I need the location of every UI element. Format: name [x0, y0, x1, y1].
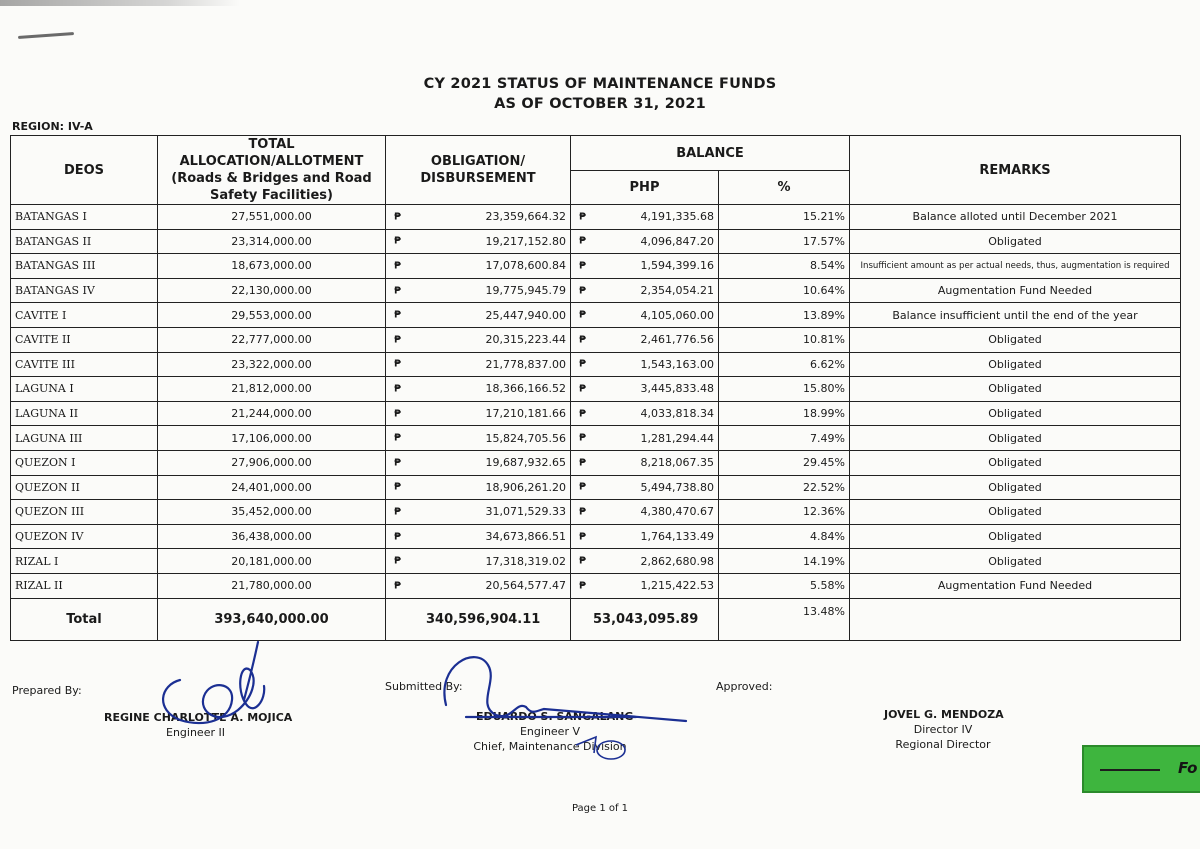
approved-title: Director IV: [913, 723, 973, 736]
cell-balance: [571, 475, 719, 500]
header-allocation-line1: TOTAL: [248, 137, 295, 152]
header-obligation-line1: OBLIGATION/: [430, 154, 526, 169]
cell-remarks: Obligated: [850, 229, 1181, 254]
cell-allocation: 18,673,000.00: [158, 254, 386, 279]
cell-allocation: 24,401,000.00: [158, 475, 386, 500]
cell-allocation: 23,322,000.00: [158, 352, 386, 377]
header-allocation: [158, 136, 386, 205]
cell-balance: [571, 205, 719, 230]
table-header-row: [11, 136, 1181, 171]
cell-remarks: Obligated: [850, 327, 1181, 352]
header-deos: DEOS: [11, 136, 158, 205]
table-row: [11, 352, 1181, 377]
cell-balance-value: 1,594,399.16: [640, 259, 714, 273]
cell-remarks: Augmentation Fund Needed: [850, 278, 1181, 303]
peso-icon: ₱: [579, 358, 586, 370]
peso-icon: ₱: [394, 555, 401, 567]
cell-percent: 14.19%: [719, 549, 850, 574]
cell-balance: [571, 254, 719, 279]
cell-obligation-value: 17,210,181.66: [485, 407, 566, 421]
cell-percent: 7.49%: [719, 426, 850, 451]
peso-icon: ₱: [579, 506, 586, 518]
peso-icon: ₱: [394, 580, 401, 592]
peso-icon: ₱: [394, 285, 401, 297]
region-label: REGION: IV-A: [12, 120, 93, 133]
cell-obligation-value: 25,447,940.00: [485, 308, 566, 322]
table-row: [11, 524, 1181, 549]
cell-remarks: Balance alloted until December 2021: [850, 205, 1181, 230]
cell-percent: 10.81%: [719, 327, 850, 352]
cell-balance: [571, 303, 719, 328]
table-row: [11, 254, 1181, 279]
cell-deo: QUEZON III: [11, 500, 158, 525]
header-allocation-line2: ALLOCATION/ALLOTMENT: [179, 154, 364, 169]
peso-icon: ₱: [394, 432, 401, 444]
cell-balance-value: 4,033,818.34: [640, 407, 714, 421]
table-row: [11, 401, 1181, 426]
cell-percent: 4.84%: [719, 524, 850, 549]
cell-allocation: 22,130,000.00: [158, 278, 386, 303]
cell-balance-value: 1,215,422.53: [640, 579, 714, 593]
peso-icon: ₱: [579, 260, 586, 272]
peso-icon: ₱: [579, 211, 586, 223]
cell-balance: [571, 327, 719, 352]
peso-icon: ₱: [579, 481, 586, 493]
cell-deo: BATANGAS III: [11, 254, 158, 279]
cell-percent: 13.89%: [719, 303, 850, 328]
cell-obligation: [386, 327, 571, 352]
cell-balance-value: 1,764,133.49: [640, 530, 714, 544]
table-row: [11, 303, 1181, 328]
cell-percent: 18.99%: [719, 401, 850, 426]
cell-percent: 29.45%: [719, 450, 850, 475]
cell-obligation: [386, 352, 571, 377]
peso-icon: ₱: [394, 211, 401, 223]
peso-icon: ₱: [579, 285, 586, 297]
header-allocation-line3: (Roads & Bridges and Road: [171, 171, 372, 186]
cell-balance: [571, 229, 719, 254]
cell-deo: QUEZON II: [11, 475, 158, 500]
cell-obligation: [386, 549, 571, 574]
table-row: [11, 426, 1181, 451]
cell-balance: [571, 401, 719, 426]
cell-allocation: 27,551,000.00: [158, 205, 386, 230]
table-row: [11, 500, 1181, 525]
cell-balance: [571, 377, 719, 402]
prepared-name: REGINE CHARLOTTE A. MOJICA: [104, 711, 293, 724]
submitted-title: Engineer V: [519, 725, 580, 738]
header-allocation-line4: Safety Facilities): [210, 188, 333, 203]
scan-edge-shadow: [0, 0, 240, 6]
cell-obligation: [386, 229, 571, 254]
submitted-name: EDUARDO S. SANGALANG: [476, 710, 634, 723]
cell-obligation: [386, 401, 571, 426]
table-row: [11, 205, 1181, 230]
total-balance: 53,043,095.89: [571, 598, 719, 640]
cell-balance-value: 4,105,060.00: [640, 308, 714, 322]
cell-allocation: 21,812,000.00: [158, 377, 386, 402]
cell-remarks: Obligated: [850, 500, 1181, 525]
peso-icon: ₱: [394, 309, 401, 321]
cell-obligation: [386, 573, 571, 598]
cell-remarks: Obligated: [850, 549, 1181, 574]
cell-balance-value: 8,218,067.35: [640, 456, 714, 470]
cell-balance: [571, 500, 719, 525]
funds-table: [10, 135, 1181, 641]
table-row: [11, 450, 1181, 475]
cell-percent: 17.57%: [719, 229, 850, 254]
pen-mark: [18, 32, 74, 39]
cell-balance-value: 4,096,847.20: [640, 234, 714, 248]
header-php: PHP: [571, 171, 719, 205]
cell-obligation: [386, 500, 571, 525]
cell-remarks: Obligated: [850, 377, 1181, 402]
cell-allocation: 36,438,000.00: [158, 524, 386, 549]
prepared-title: Engineer II: [166, 726, 225, 739]
cell-percent: 10.64%: [719, 278, 850, 303]
total-remarks: [850, 598, 1181, 640]
green-tag-text: Fo: [1178, 759, 1198, 777]
cell-obligation-value: 19,775,945.79: [485, 284, 566, 298]
peso-icon: ₱: [579, 334, 586, 346]
cell-percent: 12.36%: [719, 500, 850, 525]
table-body: [11, 205, 1181, 599]
cell-allocation: 22,777,000.00: [158, 327, 386, 352]
peso-icon: ₱: [394, 408, 401, 420]
cell-obligation: [386, 524, 571, 549]
header-remarks: REMARKS: [850, 136, 1181, 205]
cell-balance-value: 1,281,294.44: [640, 431, 714, 445]
total-row: [11, 598, 1181, 640]
peso-icon: ₱: [579, 580, 586, 592]
cell-deo: LAGUNA II: [11, 401, 158, 426]
submitted-by-label: Submitted By:: [385, 680, 463, 693]
peso-icon: ₱: [579, 408, 586, 420]
header-percent: %: [719, 171, 850, 205]
table-row: [11, 475, 1181, 500]
cell-deo: BATANGAS I: [11, 205, 158, 230]
cell-remarks: Obligated: [850, 426, 1181, 451]
cell-deo: BATANGAS II: [11, 229, 158, 254]
cell-obligation: [386, 426, 571, 451]
cell-deo: QUEZON IV: [11, 524, 158, 549]
cell-obligation-value: 18,366,166.52: [485, 382, 566, 396]
total-label: Total: [11, 598, 158, 640]
cell-deo: CAVITE II: [11, 327, 158, 352]
cell-percent: 15.80%: [719, 377, 850, 402]
cell-remarks: Obligated: [850, 401, 1181, 426]
cell-balance: [571, 426, 719, 451]
peso-icon: ₱: [579, 383, 586, 395]
submitted-division: Chief, Maintenance Division: [473, 740, 627, 753]
cell-allocation: 29,553,000.00: [158, 303, 386, 328]
cell-obligation: [386, 377, 571, 402]
cell-balance-value: 4,191,335.68: [640, 210, 714, 224]
cell-allocation: 23,314,000.00: [158, 229, 386, 254]
total-allocation: 393,640,000.00: [158, 598, 386, 640]
header-obligation: [386, 136, 571, 205]
peso-icon: ₱: [579, 432, 586, 444]
total-obligation: 340,596,904.11: [386, 598, 571, 640]
cell-obligation-value: 20,315,223.44: [485, 333, 566, 347]
cell-deo: CAVITE III: [11, 352, 158, 377]
cell-deo: LAGUNA I: [11, 377, 158, 402]
cell-percent: 15.21%: [719, 205, 850, 230]
cell-obligation: [386, 254, 571, 279]
cell-balance: [571, 352, 719, 377]
cell-remarks: Obligated: [850, 352, 1181, 377]
cell-remarks: Obligated: [850, 475, 1181, 500]
approved-position: Regional Director: [895, 738, 991, 751]
peso-icon: ₱: [579, 309, 586, 321]
cell-obligation-value: 17,318,319.02: [485, 554, 566, 568]
peso-icon: ₱: [394, 235, 401, 247]
prepared-by-label: Prepared By:: [12, 684, 82, 697]
peso-icon: ₱: [394, 531, 401, 543]
cell-percent: 6.62%: [719, 352, 850, 377]
cell-obligation: [386, 450, 571, 475]
cell-balance-value: 1,543,163.00: [640, 357, 714, 371]
header-obligation-line2: DISBURSEMENT: [420, 171, 536, 186]
cell-balance-value: 3,445,833.48: [640, 382, 714, 396]
green-sticky-tag: [1082, 745, 1200, 793]
cell-deo: RIZAL I: [11, 549, 158, 574]
cell-remarks: Obligated: [850, 450, 1181, 475]
peso-icon: ₱: [579, 531, 586, 543]
cell-allocation: 21,244,000.00: [158, 401, 386, 426]
table-row: [11, 327, 1181, 352]
cell-percent: 8.54%: [719, 254, 850, 279]
cell-obligation-value: 20,564,577.47: [485, 579, 566, 593]
cell-allocation: 35,452,000.00: [158, 500, 386, 525]
table-row: [11, 573, 1181, 598]
cell-obligation-value: 15,824,705.56: [485, 431, 566, 445]
cell-balance: [571, 450, 719, 475]
peso-icon: ₱: [579, 457, 586, 469]
peso-icon: ₱: [394, 383, 401, 395]
cell-remarks: Insufficient amount as per actual needs, thus, augmentation is required: [850, 254, 1181, 279]
cell-balance: [571, 549, 719, 574]
cell-percent: 22.52%: [719, 475, 850, 500]
cell-deo: RIZAL II: [11, 573, 158, 598]
cell-obligation-value: 31,071,529.33: [485, 505, 566, 519]
cell-obligation-value: 21,778,837.00: [485, 357, 566, 371]
page-number: Page 1 of 1: [571, 803, 629, 814]
cell-deo: QUEZON I: [11, 450, 158, 475]
cell-obligation: [386, 303, 571, 328]
peso-icon: ₱: [579, 235, 586, 247]
peso-icon: ₱: [394, 457, 401, 469]
header-balance: BALANCE: [571, 136, 850, 171]
cell-obligation-value: 23,359,664.32: [485, 210, 566, 224]
approved-label: Approved:: [716, 680, 773, 693]
cell-obligation-value: 19,687,932.65: [485, 456, 566, 470]
table-row: [11, 278, 1181, 303]
document-subtitle: AS OF OCTOBER 31, 2021: [494, 96, 706, 112]
cell-obligation: [386, 278, 571, 303]
cell-remarks: Balance insufficient until the end of the year: [850, 303, 1181, 328]
table-row: [11, 377, 1181, 402]
cell-allocation: 21,780,000.00: [158, 573, 386, 598]
cell-deo: LAGUNA III: [11, 426, 158, 451]
cell-obligation: [386, 475, 571, 500]
peso-icon: ₱: [394, 358, 401, 370]
green-tag-bar: [1100, 769, 1160, 771]
cell-balance: [571, 573, 719, 598]
cell-percent: 5.58%: [719, 573, 850, 598]
cell-deo: CAVITE I: [11, 303, 158, 328]
cell-deo: BATANGAS IV: [11, 278, 158, 303]
peso-icon: ₱: [579, 555, 586, 567]
cell-obligation-value: 19,217,152.80: [485, 234, 566, 248]
peso-icon: ₱: [394, 481, 401, 493]
cell-obligation-value: 18,906,261.20: [485, 480, 566, 494]
table-row: [11, 229, 1181, 254]
cell-balance-value: 2,461,776.56: [640, 333, 714, 347]
peso-icon: ₱: [394, 260, 401, 272]
peso-icon: ₱: [394, 334, 401, 346]
cell-balance-value: 4,380,470.67: [640, 505, 714, 519]
cell-allocation: 17,106,000.00: [158, 426, 386, 451]
cell-balance-value: 5,494,738.80: [640, 480, 714, 494]
document-title: CY 2021 STATUS OF MAINTENANCE FUNDS: [423, 76, 777, 92]
cell-balance: [571, 278, 719, 303]
table-row: [11, 549, 1181, 574]
cell-balance-value: 2,862,680.98: [640, 554, 714, 568]
cell-obligation: [386, 205, 571, 230]
cell-obligation-value: 17,078,600.84: [485, 259, 566, 273]
peso-icon: ₱: [394, 506, 401, 518]
cell-remarks: Augmentation Fund Needed: [850, 573, 1181, 598]
cell-balance-value: 2,354,054.21: [640, 284, 714, 298]
cell-obligation-value: 34,673,866.51: [485, 530, 566, 544]
approved-name: JOVEL G. MENDOZA: [884, 708, 1004, 721]
total-percent: 13.48%: [719, 598, 850, 640]
cell-allocation: 27,906,000.00: [158, 450, 386, 475]
cell-allocation: 20,181,000.00: [158, 549, 386, 574]
cell-remarks: Obligated: [850, 524, 1181, 549]
cell-balance: [571, 524, 719, 549]
